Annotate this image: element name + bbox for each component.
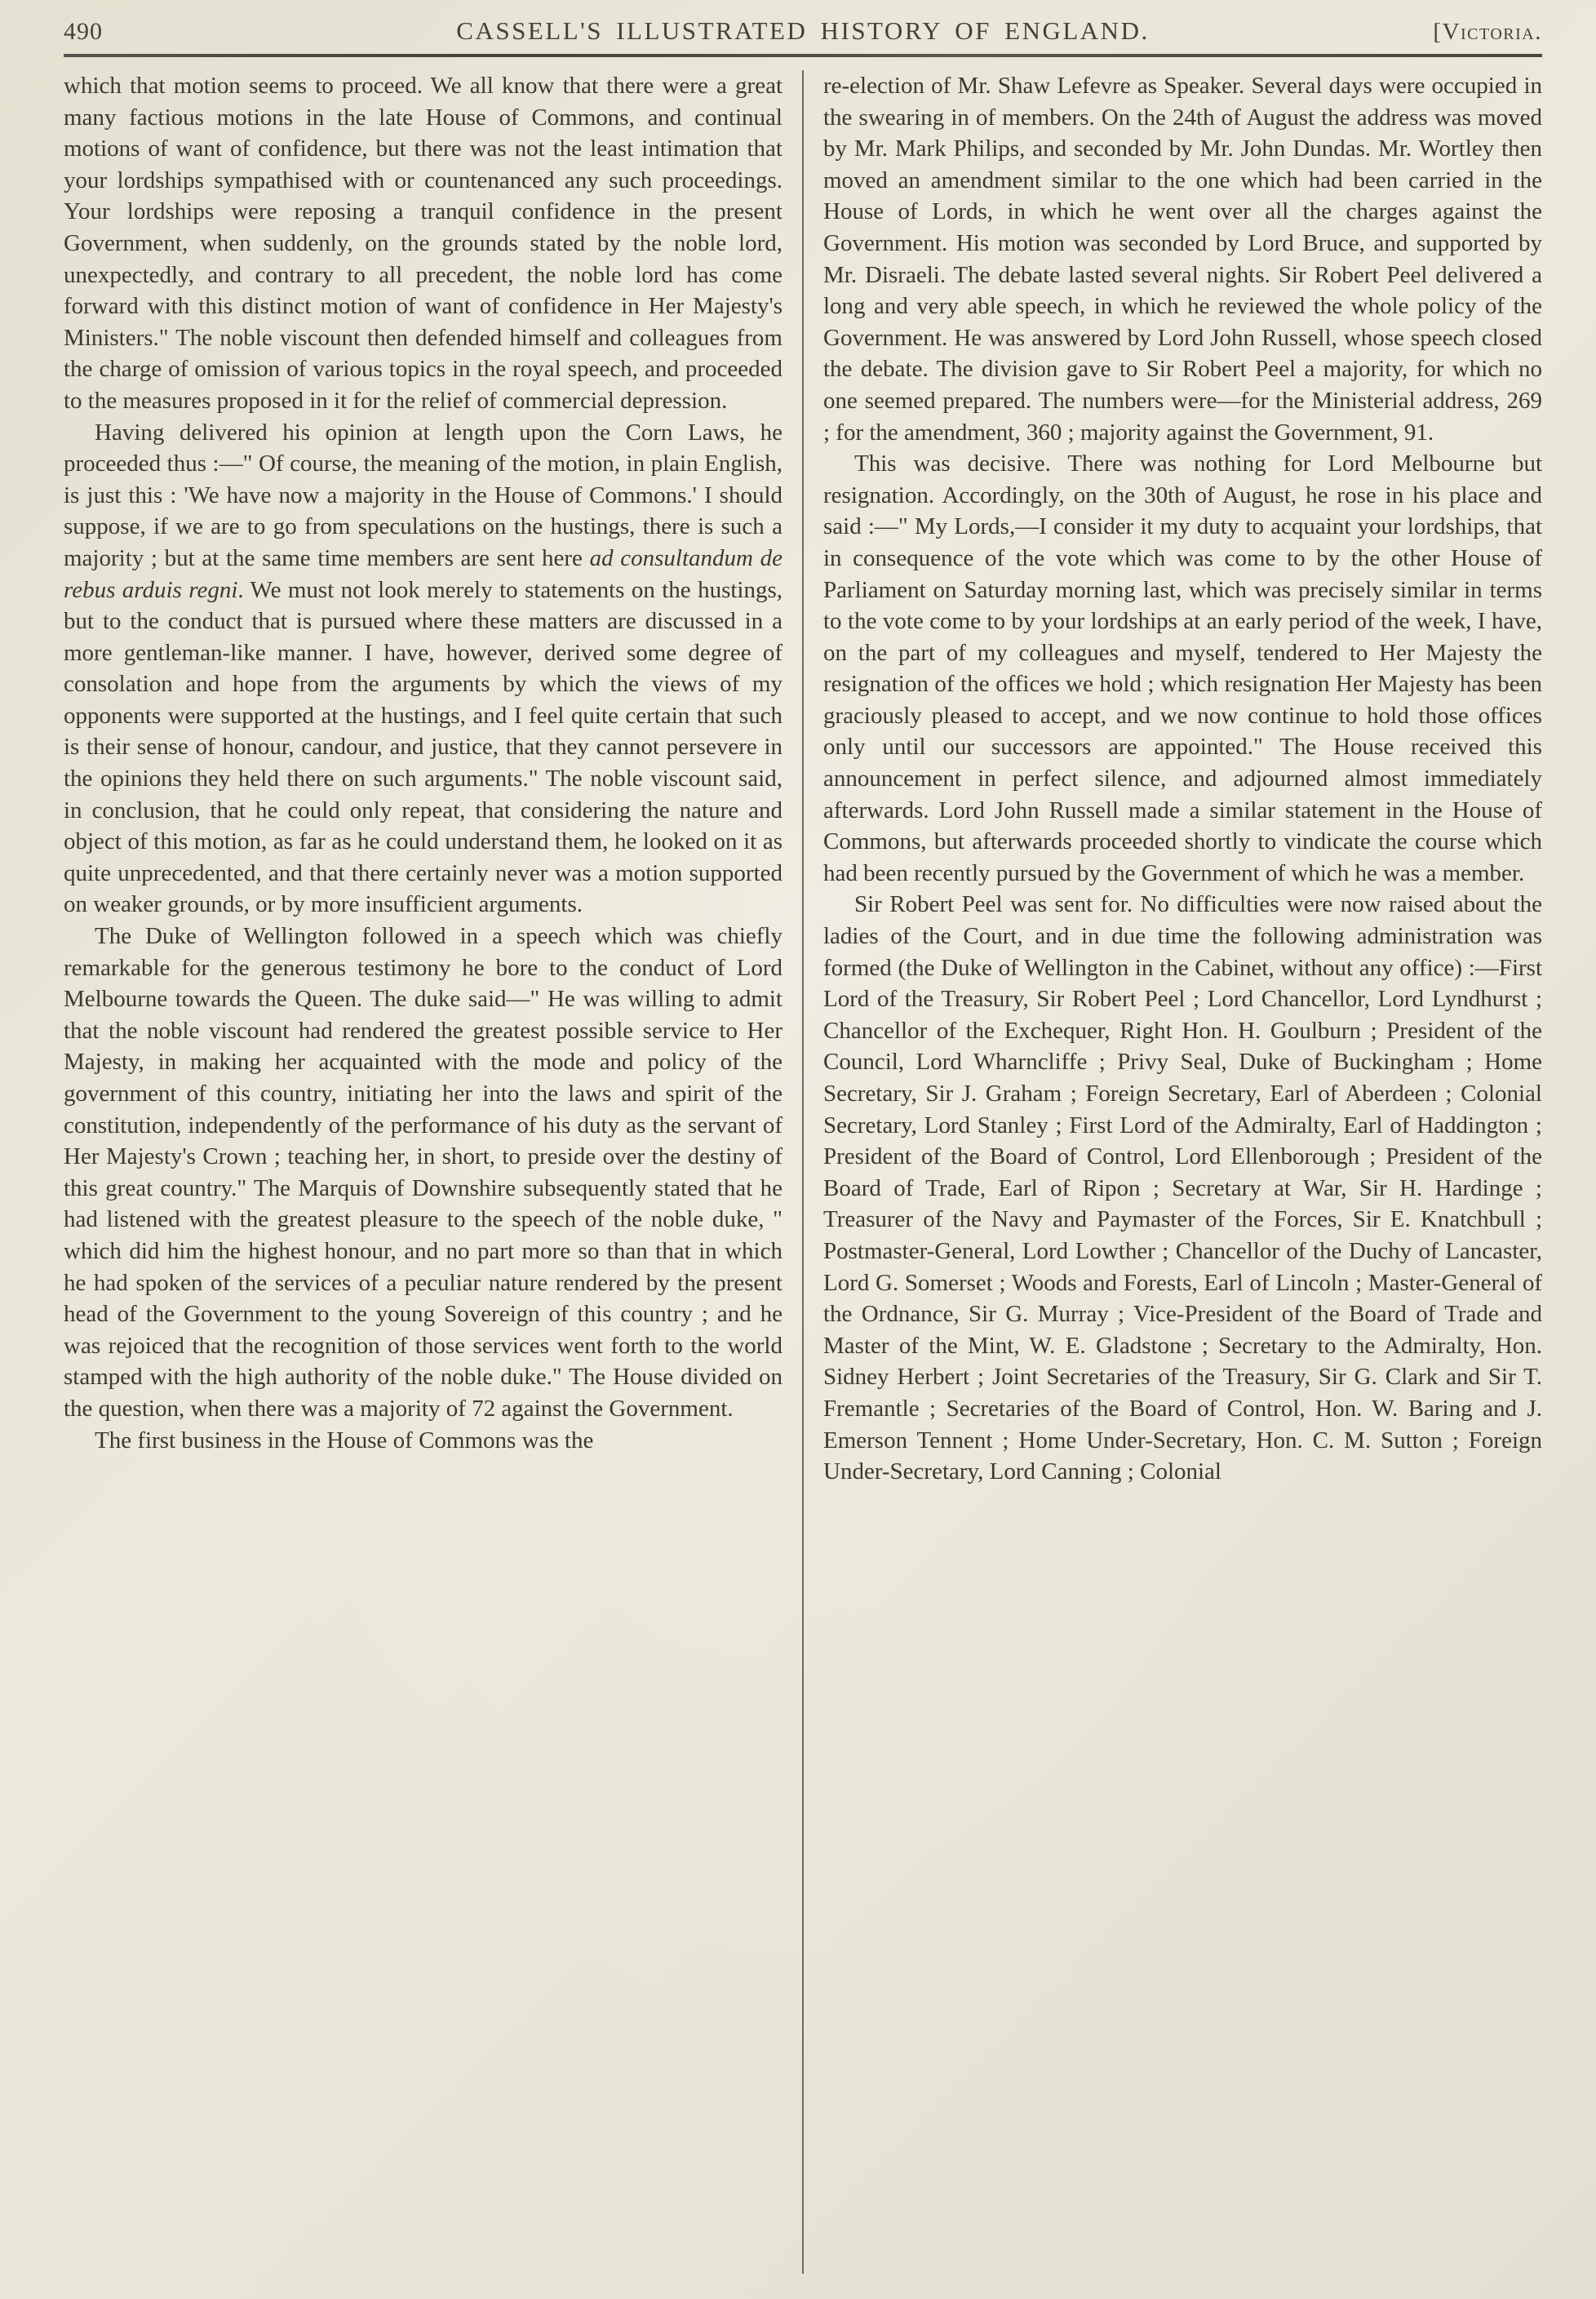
text-columns [64, 70, 1542, 2274]
text-run: . We must not look merely to statements on the hustings, but to the conduct that is pursued where these matters are discussed in a more gentleman-like manner. I have, however, derived some degree of consolation and hope from the arguments by which the views of my opponents were supported at the hustings, and I feel quite certain that such is their sense of honour, candour, and justice, that they cannot persevere in the opinions they held there on such arguments." The noble viscount said, in conclusion, that he could only repeat, that considering the nature and object of this motion, as far as he could understand them, he looked on it as quite unprecedented, and that there certainly never was a motion supported on weaker grounds, or by more insufficient arguments. [64, 576, 783, 918]
paragraph [64, 921, 782, 1425]
text-run: This was decisive. There was nothing for Lord Melbourne but resignation. Accordingly, on the 30th of August, he rose in his place and said :—" My Lords,—I consider it my duty to acquaint your lordships, that in consequence of the vote which was come to by the other House of Parliament on Saturday morning last, which was precisely similar in terms to the vote come to by your lordships at an early period of the week, I have, on the part of my colleagues and myself, tendered to Her Majesty the resignation of the offices we hold ; which resignation Her Majesty has been graciously pleased to accept, and we now continue to hold those offices only until our successors are appointed." The House received this announcement in perfect silence, and adjourned almost immediately afterwards. Lord John Russell made a similar statement in the House of Commons, but afterwards proceeded shortly to vindicate the course which had been recently pursued by the Government of which he was a member. [823, 450, 1542, 886]
column-divider [802, 70, 804, 2274]
paragraph [64, 1425, 782, 1457]
paragraph [64, 70, 782, 417]
page-number: 490 [64, 18, 103, 45]
text-run: The first business in the House of Commons was the [95, 1427, 594, 1454]
paragraph [64, 417, 782, 921]
text-run: Having delivered his opinion at length upon the Corn Laws, he proceeded thus :—" Of course, the meaning of the motion, in plain English, is just this : 'We have now a majority in the House of Commons.' I should suppose, if we are to go from speculations on the hustings, there is such a majority ; but at the same time members are sent here [64, 419, 782, 571]
italic-text-run: ad consultandum de rebus arduis regni [64, 544, 782, 603]
text-run: re-election of Mr. Shaw Lefevre as Speaker. Several days were occupied in the swearing in of members. On the 24th of August the address was moved by Mr. Mark Philips, and seconded by Mr. John Dundas. Mr. Wortley then moved an amendment similar to the one which had been carried in the House of Lords, in which he went over all the charges against the Government. His motion was seconded by Lord Bruce, and supported by Mr. Disraeli. The debate lasted several nights. Sir Robert Peel delivered a long and very able speech, in which he reviewed the whole policy of the Government. He was answered by Lord John Russell, whose speech closed the debate. The division gave to Sir Robert Peel a majority, for which no one seemed prepared. The numbers were—for the Ministerial address, 269 ; for the amendment, 360 ; majority against the Government, 91. [823, 73, 1542, 446]
text-run: which that motion seems to proceed. We all know that there were a great many factious motions in the late House of Commons, and continual motions of want of confidence, but there was not the least intimation that your lordships sympathised with or countenanced any such proceedings. Your lordships were reposing a tranquil confidence in the present Government, when suddenly, on the grounds stated by the noble lord, unexpectedly, and contrary to all precedent, the noble lord has come forward with this distinct motion of want of confidence in Her Majesty's Ministers." The noble viscount then defended himself and colleagues from the charge of omission of various topics in the royal speech, and proceeded to the measures proposed in it for the relief of commercial depression. [64, 73, 782, 414]
paragraph [823, 70, 1542, 448]
header-chapter-label: [Victoria. [1433, 19, 1542, 45]
header-rule [64, 54, 1542, 57]
page-header [64, 16, 1542, 46]
paragraph [823, 448, 1542, 889]
right-column [823, 70, 1542, 2274]
text-run: The Duke of Wellington followed in a speech which was chiefly remarkable for the generous testimony he bore to the conduct of Lord Melbourne towards the Queen. The duke said—" He was willing to admit that the noble viscount had rendered the greatest possible service to Her Majesty, in making her acquainted with the mode and policy of the government of this country, initiating her into the laws and spirit of the constitution, independently of the performance of his duty as the servant of Her Majesty's Crown ; teaching her, in short, to preside over the destiny of this great country." The Marquis of Downshire subsequently stated that he had listened with the greatest pleasure to the speech of the noble duke, " which did him the highest honour, and no part more so than that in which he had spoken of the services of a peculiar nature rendered by the present head of the Government to the young Sovereign of this country ; and he was rejoiced that the recognition of those services went forth to the world stamped with the high authority of the noble duke." The House divided on the question, when there was a majority of 72 against the Government. [64, 923, 782, 1422]
text-run: Sir Robert Peel was sent for. No difficulties were now raised about the ladies of the Court, and in due time the following administration was formed (the Duke of Wellington in the Cabinet, without any office) :—First Lord of the Treasury, Sir Robert Peel ; Lord Chancellor, Lord Lyndhurst ; Chancellor of the Exchequer, Right Hon. H. Goulburn ; President of the Council, Lord Wharncliffe ; Privy Seal, Duke of Buckingham ; Home Secretary, Sir J. Graham ; Foreign Secretary, Earl of Aberdeen ; Colonial Secretary, Lord Stanley ; First Lord of the Admiralty, Earl of Haddington ; President of the Board of Control, Lord Ellenborough ; President of the Board of Trade, Earl of Ripon ; Secretary at War, Sir H. Hardinge ; Treasurer of the Navy and Paymaster of the Forces, Sir E. Knatchbull ; Postmaster-General, Lord Lowther ; Chancellor of the Duchy of Lancaster, Lord G. Somerset ; Woods and Forests, Earl of Lincoln ; Master-General of the Ordnance, Sir G. Murray ; Vice-President of the Board of Trade and Master of the Mint, W. E. Gladstone ; Secretary to the Admiralty, Hon. Sidney Herbert ; Joint Secretaries of the Treasury, Sir G. Clark and Sir T. Fremantle ; Secretaries of the Board of Control, Hon. W. Baring and J. Emerson Tennent ; Home Under-Secretary, Hon. C. M. Sutton ; Foreign Under-Secretary, Lord Canning ; Colonial [823, 891, 1542, 1485]
left-column [64, 70, 782, 2274]
running-title: CASSELL'S ILLUSTRATED HISTORY OF ENGLAND. [456, 16, 1150, 45]
paragraph [823, 889, 1542, 1487]
